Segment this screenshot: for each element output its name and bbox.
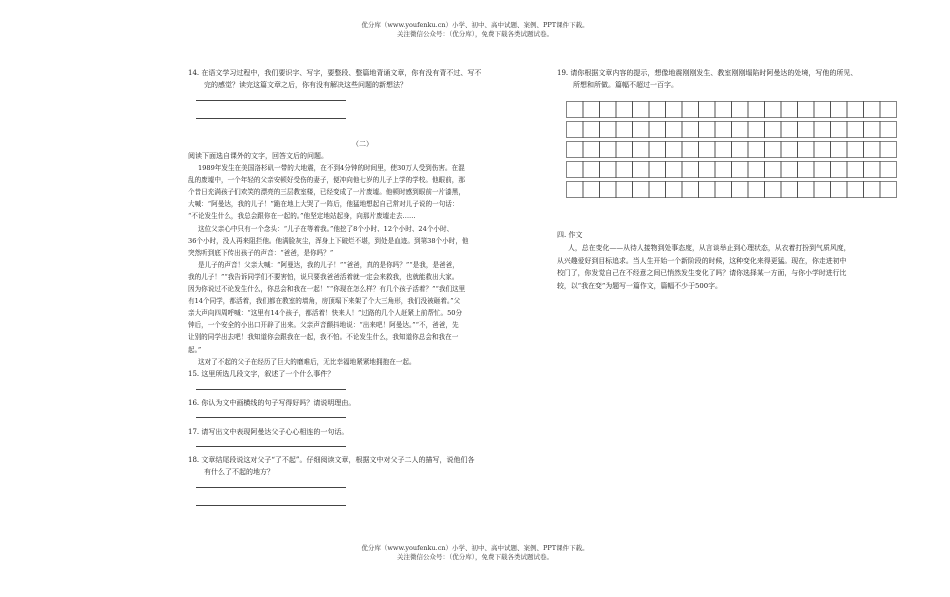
grid-cell[interactable] — [831, 122, 848, 138]
grid-cell[interactable] — [699, 122, 716, 138]
essay-line: 人，总在变化——从待人接物到处事态度，从言谈举止到心理状态，从衣着打扮到气质风度， — [568, 244, 851, 252]
grid-cell[interactable] — [765, 182, 782, 198]
grid-cell[interactable] — [765, 142, 782, 158]
grid-cell[interactable] — [847, 182, 864, 198]
grid-cell[interactable] — [633, 162, 650, 178]
passage-line: 这位父亲心中只有一个念头：“儿子在等着我。”他挖了8个小时、12个小时、24个小时、 — [198, 224, 454, 233]
grid-cell[interactable] — [781, 142, 798, 158]
grid-cell[interactable] — [616, 142, 633, 158]
question-19-line2: 所想和所做。篇幅不超过一百字。 — [573, 81, 678, 89]
question-14-line1: 14. 在语文学习过程中，我们要识字、写字，要整段、整篇地背诵文章，你有没有背不过、写不 — [188, 69, 482, 77]
grid-cell[interactable] — [649, 182, 666, 198]
grid-cell[interactable] — [781, 122, 798, 138]
grid-cell[interactable] — [748, 102, 765, 118]
passage-line: 我的儿子！”“我告诉同学们不要害怕，说只要我爸爸活着就一定会来救我，也就能救出大家。 — [188, 272, 459, 281]
grid-cell[interactable] — [880, 162, 897, 178]
grid-cell[interactable] — [633, 142, 650, 158]
grid-cell[interactable] — [880, 102, 897, 118]
answer-line-16[interactable] — [196, 417, 346, 418]
passage-line: 这对了不起的父子在经历了巨大的磨难后，无比幸福地紧紧地拥抱在一起。 — [198, 357, 416, 366]
passage-line: 是儿子的声音！父亲大喊：“阿曼达，我的儿子！”“爸爸，真的是你吗？”“是我，是爸爸， — [198, 260, 459, 269]
grid-cell[interactable] — [567, 162, 584, 178]
grid-cell[interactable] — [765, 122, 782, 138]
grid-cell[interactable] — [649, 122, 666, 138]
grid-cell[interactable] — [600, 162, 617, 178]
grid-cell[interactable] — [880, 182, 897, 198]
grid-cell[interactable] — [864, 122, 881, 138]
grid-cell[interactable] — [847, 142, 864, 158]
grid-cell[interactable] — [732, 122, 749, 138]
grid-cell[interactable] — [682, 182, 699, 198]
grid-cell[interactable] — [847, 102, 864, 118]
grid-cell[interactable] — [682, 122, 699, 138]
grid-cell[interactable] — [732, 102, 749, 118]
grid-cell[interactable] — [616, 162, 633, 178]
grid-cell[interactable] — [864, 162, 881, 178]
answer-line-18b[interactable] — [196, 505, 346, 506]
grid-cell[interactable] — [864, 102, 881, 118]
grid-cell[interactable] — [814, 182, 831, 198]
grid-cell[interactable] — [699, 102, 716, 118]
grid-cell[interactable] — [682, 142, 699, 158]
reading-intro: 阅读下面选自课外的文字，回答文后的问题。 — [188, 152, 328, 160]
grid-cell[interactable] — [616, 122, 633, 138]
passage-line: “不论发生什么，我总会跟你在一起的。”他坚定地站起身，向那片废墟走去…… — [188, 212, 416, 221]
grid-cell[interactable] — [814, 102, 831, 118]
grid-cell[interactable] — [798, 122, 815, 138]
grid-cell[interactable] — [814, 122, 831, 138]
answer-line-17[interactable] — [196, 446, 346, 447]
essay-line: 从兴趣爱好到目标追求。当人生开始一个新阶段的时候，这种变化来得更猛。现在，你走进初中 — [557, 256, 847, 265]
page-header-top — [0, 21, 950, 39]
grid-cell[interactable] — [666, 162, 683, 178]
grid-cell[interactable] — [583, 102, 600, 118]
grid-cell[interactable] — [748, 122, 765, 138]
grid-cell[interactable] — [748, 182, 765, 198]
grid-cell[interactable] — [600, 182, 617, 198]
grid-cell[interactable] — [732, 142, 749, 158]
grid-cell[interactable] — [798, 182, 815, 198]
grid-cell[interactable] — [798, 142, 815, 158]
grid-cell[interactable] — [798, 162, 815, 178]
grid-cell[interactable] — [781, 162, 798, 178]
passage-line: 1989年发生在美国洛杉矶一带的大地震，在不到4分钟的时间里，使30万人受到伤害。在混 — [198, 164, 465, 172]
answer-line-14b[interactable] — [196, 118, 346, 119]
grid-cell[interactable] — [633, 122, 650, 138]
question-18-line1: 18. 文章结尾段说这对父子“了不起”。仔细阅读文章，根据文中对父子二人的描写，说他们各 — [188, 456, 475, 464]
grid-cell[interactable] — [748, 142, 765, 158]
grid-cell[interactable] — [781, 102, 798, 118]
question-17: 17. 请写出文中表现阿曼达父子心心相连的一句话。 — [188, 428, 349, 436]
grid-cell[interactable] — [831, 182, 848, 198]
grid-cell[interactable] — [864, 182, 881, 198]
passage-line: 因为你说过不论发生什么，你总会和我在一起！”“你现在怎么样？有几个孩子活着？”“我们这里 — [188, 285, 466, 293]
grid-cell[interactable] — [567, 182, 584, 198]
grid-cell[interactable] — [633, 102, 650, 118]
question-15: 15. 这里所选几段文字，叙述了一个什么事件？ — [188, 370, 335, 378]
grid-cell[interactable] — [864, 142, 881, 158]
grid-cell[interactable] — [583, 142, 600, 158]
grid-cell[interactable] — [583, 182, 600, 198]
answer-line-15[interactable] — [196, 389, 346, 390]
grid-cell[interactable] — [831, 142, 848, 158]
grid-cell[interactable] — [748, 162, 765, 178]
grid-cell[interactable] — [682, 102, 699, 118]
page-header-bottom — [0, 544, 950, 562]
grid-cell[interactable] — [715, 142, 732, 158]
grid-cell[interactable] — [798, 102, 815, 118]
grid-cell[interactable] — [765, 102, 782, 118]
grid-cell[interactable] — [633, 182, 650, 198]
grid-cell[interactable] — [715, 122, 732, 138]
header-top-line2: 关注微信公众号：（优分库），免费下载各类试题试卷。 — [397, 29, 553, 38]
passage-line: 36个小时，没人再来阻拦他。他满脸灰尘，浑身上下破烂不堪，到处是血迹。到第38个小时，他 — [188, 236, 469, 245]
grid-cell[interactable] — [765, 162, 782, 178]
header-bottom-line1: 优分库（www.youfenku.cn）小学、初中、高中试题、案例、PPT课件下载。 — [361, 544, 589, 552]
grid-cell[interactable] — [600, 122, 617, 138]
grid-cell[interactable] — [847, 122, 864, 138]
passage-line: 个昔日充满孩子们欢笑的漂亮的三层教室楼，已经变成了一片废墟。他顿时感到眼前一片漆黑， — [188, 188, 465, 197]
passage-line: 钟后，一个安全的小出口开辟了出来。父亲声音颤抖地说：“出来吧！阿曼达。”“不，爸爸，先 — [188, 321, 459, 330]
grid-cell[interactable] — [732, 182, 749, 198]
grid-cell[interactable] — [699, 182, 716, 198]
grid-cell[interactable] — [682, 162, 699, 178]
grid-cell[interactable] — [847, 162, 864, 178]
grid-cell[interactable] — [649, 162, 666, 178]
grid-cell[interactable] — [600, 102, 617, 118]
passage-line: 乱的废墟中，一个年轻的父亲安顿好受伤的妻子，便冲向他七岁的儿子上学的学校。他眼前，那 — [188, 176, 465, 185]
passage-line: 起。” — [188, 345, 202, 354]
grid-cell[interactable] — [666, 102, 683, 118]
grid-cell[interactable] — [814, 142, 831, 158]
grid-cell[interactable] — [649, 102, 666, 118]
grid-cell[interactable] — [600, 142, 617, 158]
section-4-title: 四. 作文 — [557, 231, 583, 239]
grid-cell[interactable] — [831, 102, 848, 118]
grid-cell[interactable] — [699, 162, 716, 178]
grid-cell[interactable] — [567, 142, 584, 158]
essay-line: 较，以“我在变”为题写一篇作文，篇幅不少于500字。 — [557, 281, 722, 290]
header-top-line1: 优分库（www.youfenku.cn）小学、初中、高中试题、案例、PPT课件下载。 — [361, 21, 589, 29]
grid-cell[interactable] — [583, 122, 600, 138]
question-18-line2: 有什么了不起的地方？ — [204, 468, 274, 476]
header-bottom-line2: 关注微信公众号：（优分库），免费下载各类试题试卷。 — [397, 552, 553, 561]
grid-cell[interactable] — [814, 162, 831, 178]
grid-cell[interactable] — [567, 122, 584, 138]
grid-cell[interactable] — [649, 142, 666, 158]
passage-line: 突然听到底下传出孩子的声音：“爸爸，是你吗？” — [188, 248, 334, 257]
grid-cell[interactable] — [732, 162, 749, 178]
grid-cell[interactable] — [616, 182, 633, 198]
section-title-2: （二） — [352, 140, 373, 148]
grid-cell[interactable] — [880, 122, 897, 138]
passage-line: 大喊：“阿曼达，我的儿子！”跪在地上大哭了一阵后，他猛地想起自己常对儿子说的一句话： — [188, 200, 459, 209]
grid-cell[interactable] — [583, 162, 600, 178]
passage-line: 亲大声向四周呼喊：“这里有14个孩子，都活着！快来人！”过路的几个人赶紧上前帮忙。50分 — [188, 309, 463, 318]
question-19-line1: 19. 请你根据文章内容的提示，想像地震刚刚发生、教室刚刚塌陷时阿曼达的处境，写他的所见、 — [557, 69, 858, 77]
grid-cell[interactable] — [616, 102, 633, 118]
question-14-line2: 完的感觉？读完这篇文章之后，你有没有解决这些问题的新想法？ — [204, 81, 407, 89]
grid-cell[interactable] — [880, 142, 897, 158]
answer-line-18a[interactable] — [196, 487, 346, 488]
grid-cell[interactable] — [715, 102, 732, 118]
grid-cell[interactable] — [781, 182, 798, 198]
essay-line: 校门了，你发觉自己在不经意之间已悄然发生变化了吗？请你选择某一方面，与你小学时进行比 — [557, 269, 847, 277]
grid-cell[interactable] — [666, 182, 683, 198]
passage-line: 让别的同学出去吧！我知道你会跟我在一起，我不怕。不论发生什么，我知道你总会和我在一 — [188, 333, 459, 342]
answer-line-14a[interactable] — [196, 100, 346, 101]
grid-cell[interactable] — [831, 162, 848, 178]
grid-cell[interactable] — [699, 142, 716, 158]
passage-line: 有14个同学，都活着，我们都在教室的墙角，房顶塌下来架了个大三角形，我们没被砸着。”父 — [188, 297, 461, 306]
grid-cell[interactable] — [715, 182, 732, 198]
grid-cell[interactable] — [666, 122, 683, 138]
question-16: 16. 你认为文中画横线的句子写得好吗？请说明理由。 — [188, 399, 356, 407]
grid-cell[interactable] — [567, 102, 584, 118]
grid-cell[interactable] — [715, 162, 732, 178]
grid-cell[interactable] — [666, 142, 683, 158]
writing-grid[interactable] — [566, 101, 897, 201]
